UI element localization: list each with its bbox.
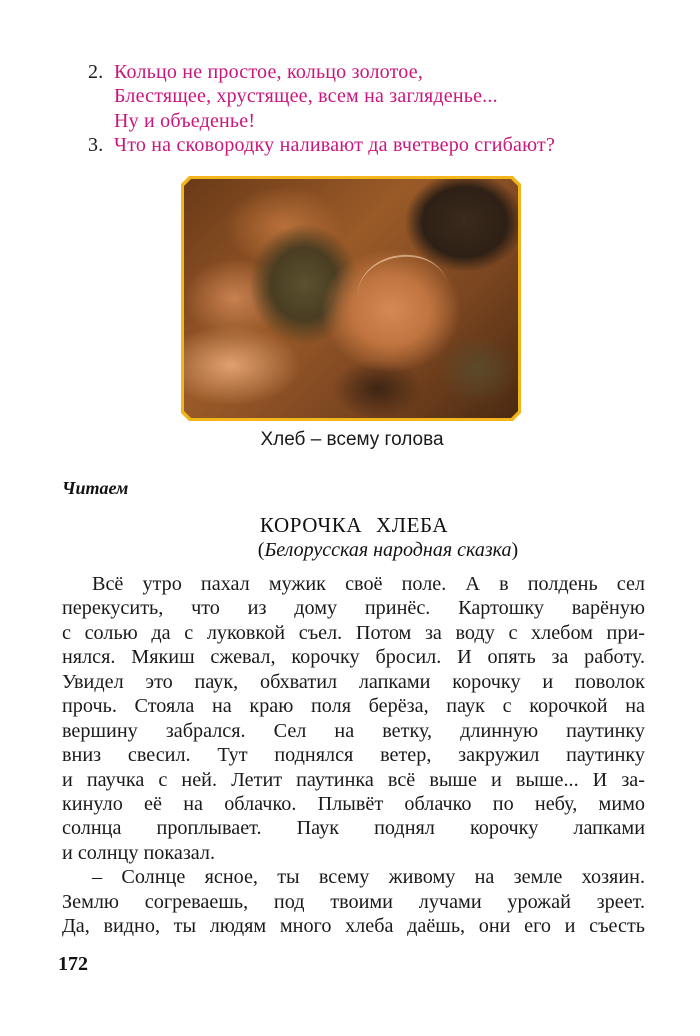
subtitle-paren-open: ( bbox=[257, 539, 265, 561]
story-subtitle bbox=[0, 539, 700, 562]
section-label-reading: Читаем bbox=[62, 478, 129, 498]
story-line: перекусить, что из дому принёс. Картошку варёную bbox=[62, 597, 645, 620]
riddle-2-line-1 bbox=[88, 60, 668, 84]
story-line: кинуло её на облачко. Плывёт облачко по небу, мимо bbox=[62, 792, 645, 815]
story-title: КОРОЧКА ХЛЕБА bbox=[259, 513, 449, 537]
story-line: Всё утро пахал мужик своё поле. А в полдень сел bbox=[92, 573, 645, 595]
riddle-2-line-3 bbox=[88, 109, 668, 133]
loaf-crust-detail bbox=[353, 250, 452, 334]
riddle-text: Ну и объеденье! bbox=[114, 109, 256, 132]
story-line: – Солнце ясное, ты всему живому на земле хозяин. bbox=[92, 866, 645, 889]
subtitle-text: Белорусская народная сказка bbox=[264, 539, 512, 561]
story-line: нялся. Мякиш сжевал, корочку бросил. И опять за работу. bbox=[62, 646, 645, 669]
riddle-text: Блестящее, хрустящее, всем на загляденье... bbox=[114, 85, 498, 108]
subtitle-paren-close: ) bbox=[511, 539, 519, 561]
story-line: Увидел это паук, обхватил лапками корочку и поволок bbox=[62, 670, 645, 693]
story-line: Да, видно, ты людям много хлеба даёшь, они его и съесть bbox=[62, 915, 645, 938]
page-number: 172 bbox=[58, 953, 88, 975]
riddle-3-line-1 bbox=[88, 133, 668, 157]
story-body bbox=[62, 572, 645, 939]
riddle-number: 3. bbox=[88, 134, 104, 157]
riddle-text: Что на сковородку наливают да вчетверо сгибают? bbox=[114, 134, 556, 157]
story-line: вершину забрался. Сел на ветку, длинную паутинку bbox=[62, 719, 645, 742]
story-line: Землю согреваешь, под твоими лучами урожай зреет. bbox=[62, 890, 645, 913]
bread-figure bbox=[181, 176, 521, 421]
riddle-number: 2. bbox=[88, 61, 104, 83]
figure-caption: Хлеб – всему голова bbox=[260, 429, 444, 450]
riddle-text: Кольцо не простое, кольцо золотое, bbox=[114, 61, 424, 83]
riddle-2-line-2 bbox=[88, 84, 668, 108]
story-line: прочь. Стояла на краю поля берёза, паук с корочкой на bbox=[62, 695, 645, 718]
riddles-list bbox=[88, 60, 668, 158]
story-line: солнца проплывает. Паук поднял корочку лапками bbox=[62, 817, 645, 840]
story-line: с солью да с луковкой съел. Потом за воду с хлебом при- bbox=[62, 621, 645, 644]
story-line: и паучка с ней. Летит паутинка всё выше и выше... И за- bbox=[62, 768, 645, 791]
story-line: вниз свесил. Тут поднялся ветер, закружил паутинку bbox=[62, 744, 645, 767]
bread-loaves-photo bbox=[184, 179, 518, 418]
story-line: и солнцу показал. bbox=[62, 841, 216, 864]
